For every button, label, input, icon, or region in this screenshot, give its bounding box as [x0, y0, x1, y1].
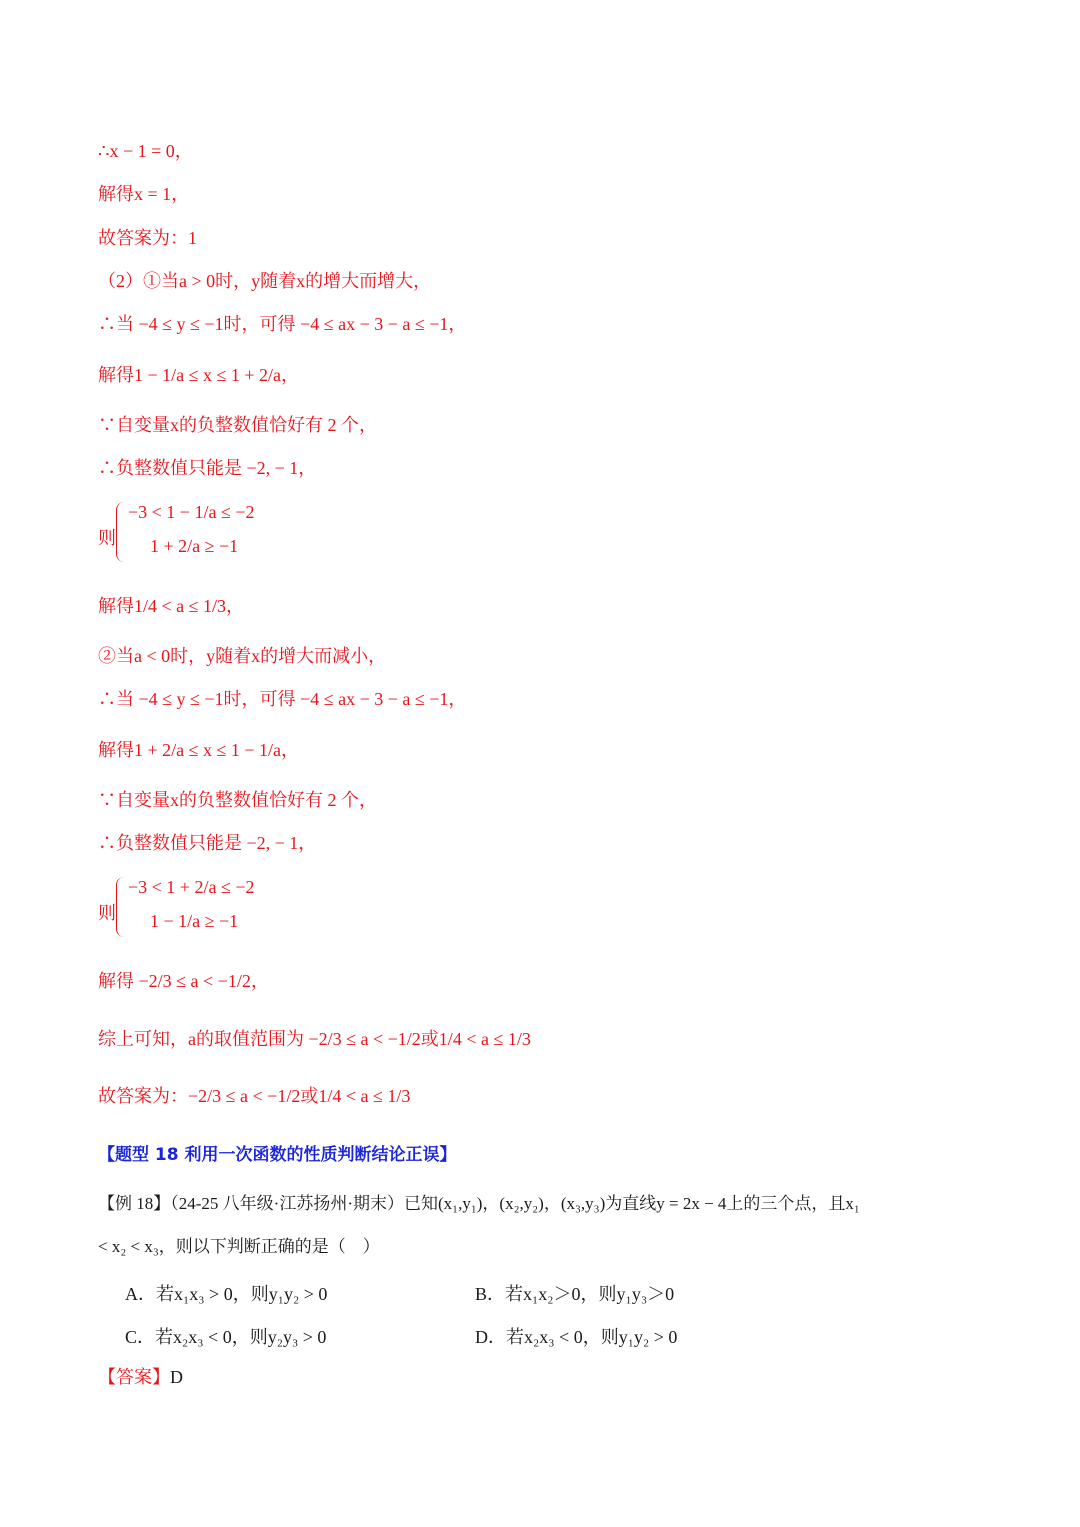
solution-line: 解得x = 1， — [98, 184, 190, 204]
conclusion-line: 综上可知，a的取值范围为 −2/3 ≤ a < −1/2或1/4 < a ≤ 1/3 — [98, 1029, 531, 1049]
solution-line: ∵自变量x的负整数值恰好有 2 个， — [98, 790, 377, 810]
option-c: C．若x₂x₃ < 0，则y₂y₃ > 0 — [125, 1327, 327, 1347]
solution-line: ∴当 −4 ≤ y ≤ −1时，可得 −4 ≤ ax − 3 − a ≤ −1， — [98, 689, 467, 709]
solution-line: 解得1 + 2/a ≤ x ≤ 1 − 1/a， — [98, 740, 300, 760]
answer-label — [98, 1366, 183, 1388]
option-a: A．若x₁x₃ > 0，则y₁y₂ > 0 — [125, 1284, 328, 1304]
solution-line: ②当a < 0时，y随着x的增大而减小， — [98, 646, 387, 666]
system-prefix: 则 — [98, 528, 116, 548]
answer-bracket: 【答案】 — [98, 1367, 170, 1387]
answer-line: 故答案为：−2/3 ≤ a < −1/2或1/4 < a ≤ 1/3 — [98, 1086, 411, 1106]
inequality-system-1 — [98, 502, 398, 566]
solution-line: ∴当 −4 ≤ y ≤ −1时，可得 −4 ≤ ax − 3 − a ≤ −1， — [98, 314, 467, 334]
solution-line: ∴x − 1 = 0， — [98, 141, 193, 161]
system-row: −3 < 1 − 1/a ≤ −2 — [128, 502, 255, 522]
answer-value: D — [170, 1367, 183, 1387]
inequality-system-2 — [98, 877, 398, 941]
solution-line: 解得1/4 < a ≤ 1/3， — [98, 596, 245, 616]
example-question: 【例 18】（24-25 八年级·江苏扬州·期末）已知(x₁,y₁)，(x₂,y₂)，(x₃,y₃)为直线y = 2x − 4上的三个点，且x₁ — [98, 1194, 860, 1213]
brace — [116, 502, 125, 562]
solution-line: （2）①当a > 0时，y随着x的增大而增大， — [98, 271, 432, 291]
option-b: B．若x₁x₂＞0，则y₁y₃＞0 — [475, 1284, 675, 1304]
solution-line: 解得 −2/3 ≤ a < −1/2， — [98, 971, 269, 991]
solution-line: ∴负整数值只能是 −2, − 1， — [98, 458, 317, 478]
system-row: −3 < 1 + 2/a ≤ −2 — [128, 877, 255, 897]
brace — [116, 877, 125, 937]
example-question: < x₂ < x₃，则以下判断正确的是（ ） — [98, 1237, 380, 1256]
solution-line: 故答案为：1 — [98, 228, 197, 248]
section-title: 【题型 18 利用一次函数的性质判断结论正误】 — [98, 1145, 457, 1165]
solution-line: ∴负整数值只能是 −2, − 1， — [98, 833, 317, 853]
option-d: D．若x₂x₃ < 0，则y₁y₂ > 0 — [475, 1327, 678, 1347]
solution-line: 解得1 − 1/a ≤ x ≤ 1 + 2/a， — [98, 365, 300, 385]
system-row: 1 + 2/a ≥ −1 — [150, 536, 239, 556]
solution-line: ∵自变量x的负整数值恰好有 2 个， — [98, 415, 377, 435]
system-prefix: 则 — [98, 903, 116, 923]
system-row: 1 − 1/a ≥ −1 — [150, 911, 239, 931]
